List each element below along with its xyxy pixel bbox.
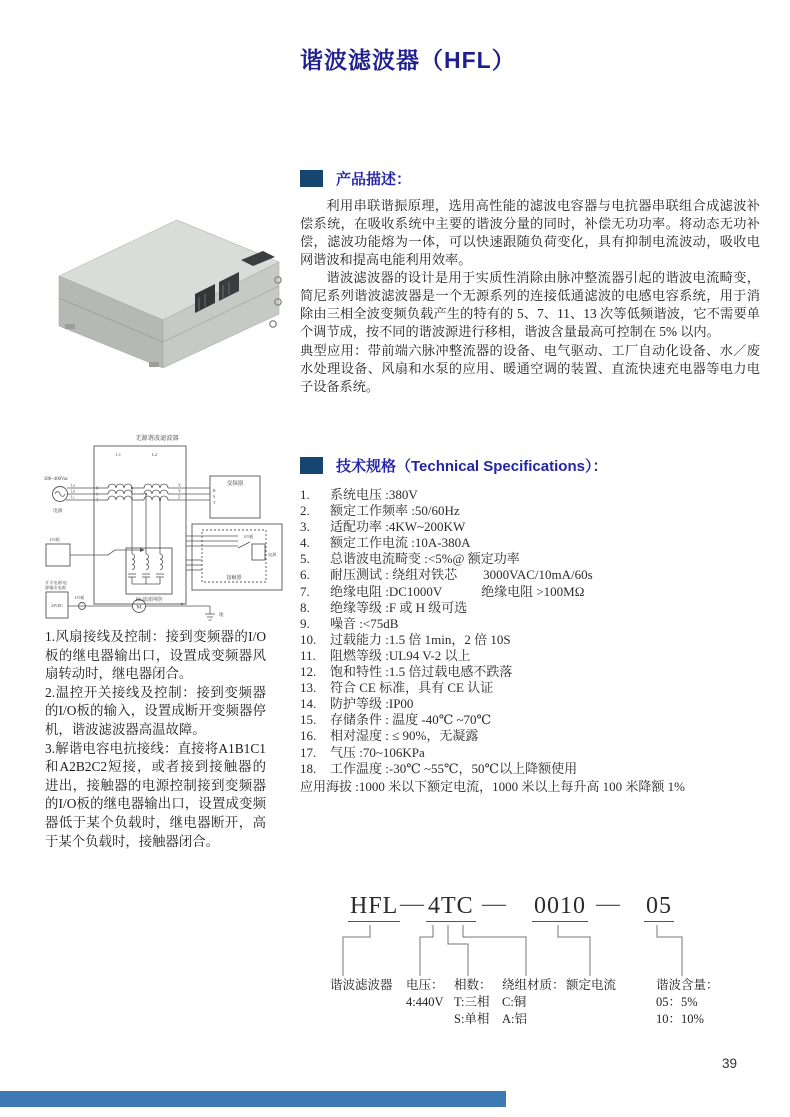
diagram-voltage-label: 380~400Vac: [44, 477, 69, 482]
spec-row: 4. 额定工作电流 :10A-380A: [300, 535, 471, 551]
spec-row: 17. 气压 :70~106KPa: [300, 744, 425, 760]
model-segment-harmonic: 05: [644, 893, 674, 922]
model-code-diagram: [330, 893, 770, 1043]
spec-row: 1. 系统电压 :380V: [300, 487, 418, 502]
io-board-label-3: I/O板: [75, 595, 85, 600]
footer-bar: [0, 1091, 506, 1107]
terminal-z-label: Z: [178, 494, 181, 500]
model-segment-series: HFL: [348, 893, 400, 922]
spec-row: 7. 绝缘电阻 :DC1000V 绝缘电阻 >100MΩ: [300, 583, 585, 599]
model-dash: —: [482, 891, 506, 917]
psu-label-line2: 源输出电源: [45, 585, 66, 590]
spec-row: 2. 额定工作频率 :50/60Hz: [300, 503, 460, 519]
phase-lb-label: Lb: [71, 489, 75, 494]
section-header-description: [300, 168, 411, 189]
spec-row: 3. 适配功率 :4KW~200KW: [300, 519, 466, 535]
typical-application: 典型应用：带前端六脉冲整流器的设备、电气驱动、工厂自动化设备、水／废水处理设备、风扇和水泵的应用、暖通空调的装置、直流快速充电器等电力电子设备系统。: [300, 343, 760, 394]
model-label-phase: 相数： T:三相 S:单相: [454, 978, 492, 1026]
inverter-label: 变频器: [226, 481, 244, 487]
phase-lc-label: Lc: [71, 495, 75, 500]
section-title-description: 产品描述：: [336, 171, 412, 188]
diagram-title: 无源谐波滤波器: [135, 435, 179, 442]
lc-network-label: RL滤波网络: [135, 598, 163, 603]
inverter-r-label: R: [213, 488, 216, 493]
phase-la-label: La: [71, 483, 75, 488]
model-connector-lines: [330, 924, 770, 977]
spec-list: [300, 487, 770, 795]
inverter-s-label: S: [213, 494, 216, 499]
installation-notes: [45, 628, 266, 851]
wiring-diagram: [42, 428, 290, 624]
note-item-3: 3.解谐电容电抗接线：直接将A1B1C1和A2B2C2短接，或者接到接触器的进出，接触器的电源控制接到变频器的I/O板的继电器输出口，设置成变频器低于某个负载时，继电器断开，高于某个负载时，接触器闭合。: [45, 740, 266, 849]
spec-row: 10. 过载能力 :1.5 倍 1min，2 倍 10S: [300, 631, 511, 647]
section-title-specs: 技术规格（Technical Specifications）：: [336, 458, 608, 475]
motor-label: M: [136, 604, 142, 611]
description-body: [300, 197, 760, 341]
section-bullet-icon: [300, 457, 323, 474]
contactor-label: 接触器: [226, 576, 242, 581]
page-number: 39: [722, 1056, 738, 1071]
model-dash: —: [400, 891, 424, 917]
psu-label-line1: 开关电源/电: [45, 580, 68, 585]
inductor-l2-label: L2: [152, 452, 157, 457]
io-board-label-1: I/O板: [244, 534, 254, 539]
spec-row: 13. 符合 CE 标准，具有 CE 认证: [300, 680, 494, 696]
model-label-product: 谐波滤波器: [330, 978, 393, 992]
spec-row: 12. 饱和特性 :1.5 倍过载电感不跌落: [300, 664, 513, 680]
product-photo: [45, 198, 285, 376]
note-item-1: 1.风扇接线及控制：接到变频器的I/O板的继电器输出口，设置成变频器风扇转动时，继电器闭合。: [45, 629, 266, 682]
spec-row: 9. 噪音 :<75dB: [300, 615, 399, 631]
spec-row: 6. 耐压测试 : 绕组对铁芯 3000VAC/10mA/60s: [300, 567, 593, 583]
model-label-winding: 绕组材质： C:铜 A:铝: [502, 978, 565, 1026]
ground-label: 地: [219, 612, 224, 617]
spec-row: 18. 工作温度 :-30℃ ~55℃，50℃以上降额使用: [300, 760, 578, 776]
spec-altitude: 应用海拔 :1000 米以下额定电流，1000 米以上每升高 100 米降额 1%: [300, 778, 685, 794]
diagram-source-label: 电源: [53, 509, 63, 514]
note-item-2: 2.温控开关接线及控制：接到变频器的I/O板的输入，设置成断开变频器停机，谐波滤波器高温故障。: [45, 684, 266, 737]
spec-row: 16. 相对湿度 : ≤ 90%，无凝露: [300, 728, 479, 744]
psu-value-label: 24VDC: [51, 604, 63, 608]
inverter-t-label: T: [213, 500, 216, 505]
description-paragraph-2: 谐波滤波器的设计是用于实质性消除由脉冲整流器引起的谐波电流畸变，简尼系列谐波滤波器是一个无源系列的连接低通滤波的电感电容系统，用于消除由三相全波变频负载产生的特有的 5、7、11、13 次等低频谐波，它不需要单个调节成，按不同的谐波源进行移相，谐波含量最高可控制在 5% 以内。: [300, 270, 760, 339]
terminal-r-label: R: [96, 485, 99, 491]
model-dash: —: [596, 891, 620, 917]
terminal-x-label: X: [178, 482, 181, 488]
spec-row: 5. 总谐波电流畸变 :<5%@ 额定功率: [300, 551, 520, 567]
inductor-l1-label: L1: [116, 452, 121, 457]
terminal-t-label: T: [96, 497, 99, 503]
spec-row: 14. 防护等级 :IP00: [300, 696, 414, 712]
contactor-power-label: 电源: [268, 552, 277, 557]
description-paragraph-1: 利用串联谐振原理，选用高性能的滤波电容器与电抗器串联组合成滤波补偿系统，在吸收系统中主要的谐波分量的同时，补偿无功功率。将动态无功补偿，滤波功能熔为一体，可以快速跟随负荷变化，具有抑制电流波动，吸收电网谐波和提高电能利用效率。: [300, 198, 760, 267]
spec-row: 11. 阻燃等级 :UL94 V-2 以上: [300, 647, 471, 663]
spec-row: 15. 存储条件 : 温度 -40℃ ~70℃: [300, 712, 492, 728]
model-label-harmonic: 谐波含量： 05：5% 10：10%: [656, 978, 719, 1026]
section-bullet-icon: [300, 170, 323, 187]
terminal-y-label: Y: [178, 488, 181, 494]
model-label-current: 额定电流: [566, 978, 617, 992]
page-title: 谐波滤波器（HFL）: [300, 47, 516, 73]
section-header-specs: [300, 455, 607, 476]
model-label-voltage: 电压： 4:440V: [406, 978, 444, 1009]
model-segment-current: 0010: [532, 893, 588, 922]
io-board-label-2: I/O板: [50, 537, 60, 542]
model-segment-type: 4TC: [426, 893, 476, 922]
spec-row: 8. 绝缘等级 :F 或 H 级可选: [300, 599, 468, 615]
terminal-s-label: S: [96, 491, 99, 497]
